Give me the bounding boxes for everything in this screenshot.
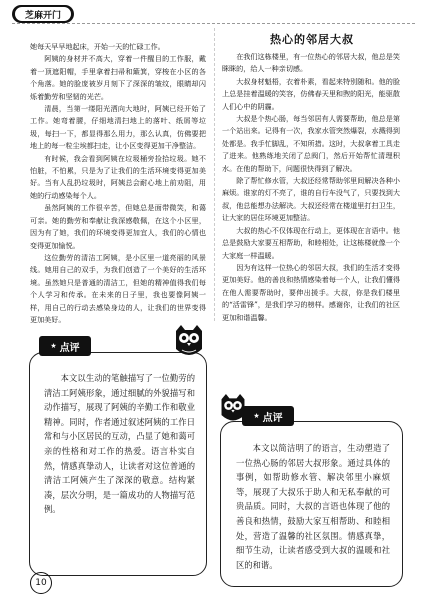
comment-tag-left: [39, 336, 91, 356]
comment-tag-right: [242, 406, 294, 426]
paragraph: 在我们这栋楼里，有一位热心的邻居大叔，他总是笑眯眯的，给人一种亲切感。: [222, 52, 400, 74]
paragraph: 大叔身材魁梧，衣着朴素，看起来特别随和。他的脸上总是挂着温暖的笑容，仿佛春天里和煦的阳光，能驱散人们心中的阴霾。: [222, 76, 400, 111]
paragraph: 阿姨的身材并不高大，穿着一件醒目的工作服，戴着一顶遮阳帽，手里拿着扫帚和簸箕，穿梭在小区的各个角落。她的脸庞被岁月刻下了深深的皱纹，眼睛却闪烁着勤劳和坚韧的光芒。: [30, 54, 206, 101]
comment-paragraph: 本文以简洁明了的语言，生动塑造了一位热心肠的邻居大叔形象。通过具体的事例，如帮助修水管、解决邻里小麻烦等，展现了大叔乐于助人和无私奉献的可贵品质。同时，大叔的言语也体现了他的善良和热情，鼓励大家互相帮助、和睦相处，营造了温馨的社区氛围。情感真挚，细节生动，让读者感受到大叔的温暖和社区的和谐。: [236, 443, 390, 570]
comment-tag-label: 点评: [59, 342, 80, 354]
owl-icon: [172, 323, 206, 361]
page-number: 10: [30, 572, 52, 594]
story-title: 热心的邻居大叔: [270, 33, 354, 46]
left-article-body: [30, 41, 206, 326]
paragraph: 虽然阿姨的工作很辛苦，但她总是面带微笑，和蔼可亲。她的勤劳和奉献让我深感敬佩，在这个小区里，因为有了她，我们的环境变得更加宜人，我们的心情也变得更加愉悦。: [30, 203, 206, 250]
section-label: 芝麻开门: [15, 7, 71, 21]
owl-icon: [218, 392, 248, 426]
paragraph: 除了帮忙修水管，大叔还经常帮助邻里间解决各种小麻烦。谁家的灯不亮了，谁的自行车没气了，只要找到大叔，他总能想办法解决。大叔还经常在楼道里打扫卫生，让大家的居住环境更加整洁。: [222, 176, 400, 223]
section-badge: [12, 5, 74, 23]
paragraph: 大叔是个热心肠，每当邻居有人需要帮助，他总是第一个站出来。记得有一次，我家水管突然爆裂，水溅得到处都是。我手忙脚乱，不知所措。这时，大叔拿着工具走了进来。他熟练地关闭了总阀门，然后开始帮忙清理积水。在他的帮助下，问题很快得到了解决。: [222, 114, 400, 173]
paragraph: 她每天早早地起床，开始一天的忙碌工作。: [30, 42, 165, 51]
star-icon: ★: [50, 342, 57, 350]
paragraph: 这位勤劳的清洁工阿姨，是小区里一道亮丽的风景线。她用自己的双手，为我们创造了一个美好的生活环境。虽然她只是普通的清洁工，但她的精神值得我们每个人学习和传承。在未来的日子里，我也要像阿姨一样，用自己的行动去感染身边的人，让我们的世界变得更加美好。: [30, 252, 206, 324]
right-article-body: [222, 51, 400, 324]
paragraph: 因为有这样一位热心的邻居大叔，我们的生活才变得更加美好。他的善良和热情感染着每一个人，让我们懂得在他人需要帮助时，要伸出援手。大叔，你是我们楼里的“活雷锋”，是我们学习的榜样。感谢你，让我们的社区更加和谐温馨。: [222, 262, 400, 322]
paragraph: 大叔的热心不仅体现在行动上，更体现在言语中。他总是鼓励大家要互相帮助，和睦相处，让这栋楼就像一个大家庭一样温暖。: [222, 225, 400, 260]
paragraph: 清晨，当第一缕阳光洒向大地时，阿姨已经开始了工作。她弯着腰，仔细地清扫地上的落叶、纸屑等垃圾，每扫一下，都显得那么用力，那么认真，仿佛要把地上的每一粒尘埃都扫走，让小区变得更加干净整洁。: [30, 104, 206, 151]
comment-paragraph: 本文以生动的笔触描写了一位勤劳的清洁工阿姨形象，通过细腻的外貌描写和动作描写，展现了阿姨的辛勤工作和敬业精神。同时，作者通过叙述阿姨的工作日常和与小区居民的互动，凸显了她和蔼可亲的性格和对工作的热爱。语言朴实自然，情感真挚动人，让读者对这位普通的清洁工阿姨产生了深深的敬意。结构紧凑，层次分明，是一篇成功的人物描写范例。: [44, 373, 195, 515]
paragraph: 有时候，我会看到阿姨在垃圾桶旁捡拾垃圾。她不怕脏，不怕累，只是为了让我们的生活环境变得更加美好。当有人乱扔垃圾时，阿姨总会耐心地上前劝阻，用她的行动感染每个人。: [30, 153, 206, 200]
star-icon: ★: [253, 412, 260, 420]
comment-tag-label: 点评: [262, 412, 283, 424]
column-divider: [214, 28, 215, 321]
comment-text-right: [236, 441, 390, 572]
comment-text-left: [44, 371, 195, 517]
header-rule: [12, 23, 415, 24]
